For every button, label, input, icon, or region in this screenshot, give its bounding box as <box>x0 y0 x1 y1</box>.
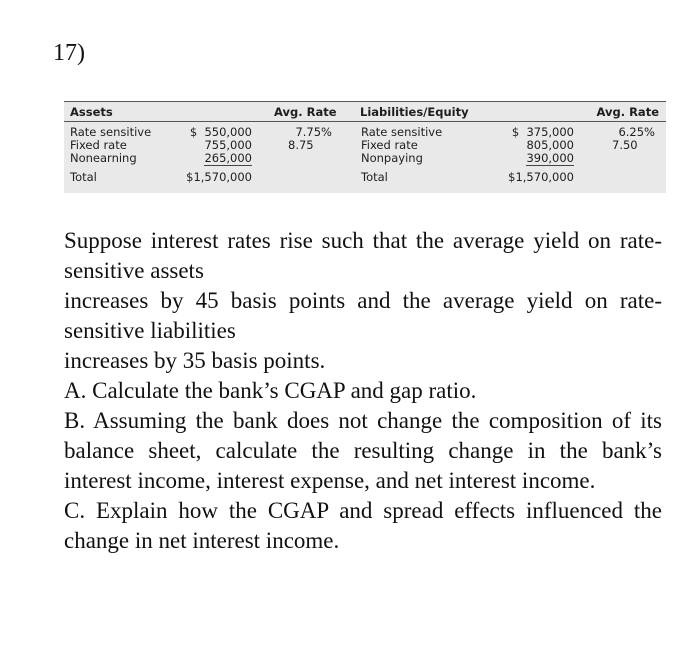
prompt-line-3: increases by 35 basis points. <box>64 348 326 373</box>
liability-total-amount: $1,570,000 <box>508 170 574 184</box>
header-asset-avg-rate: Avg. Rate <box>274 105 337 119</box>
part-a: A. Calculate the bank’s CGAP and gap ratio. <box>64 378 477 403</box>
part-c: C. Explain how the CGAP and spread effects influenced the change in net interest income. <box>64 498 662 553</box>
header-liability-avg-rate: Avg. Rate <box>596 105 659 119</box>
header-assets: Assets <box>70 105 113 119</box>
liability-label: Nonpaying <box>361 151 423 165</box>
asset-amount: 265,000 <box>204 151 252 165</box>
part-b: B. Assuming the bank does not change the composition of its balance sheet, calculate the resulting change in the bank’s interest income, interest expense, and net interest income. <box>64 408 662 493</box>
liability-amount: $ 375,000 <box>511 125 574 139</box>
asset-amount: 755,000 <box>204 138 252 152</box>
liability-amount: 805,000 <box>526 138 574 152</box>
liability-total-label: Total <box>361 170 388 184</box>
asset-label: Fixed rate <box>70 138 127 152</box>
liability-rate: 7.50 <box>612 138 638 152</box>
table-top-rule <box>64 101 666 102</box>
liability-label: Fixed rate <box>361 138 418 152</box>
asset-total-amount: $1,570,000 <box>186 170 252 184</box>
liability-rate: 6.25% <box>618 125 655 139</box>
asset-rate: 7.75% <box>295 125 332 139</box>
question-text <box>64 226 662 556</box>
prompt-line-2: increases by 45 basis points and the average yield on rate-sensitive liabilities <box>64 288 662 343</box>
balance-sheet-table <box>64 101 666 193</box>
asset-amount: $ 550,000 <box>189 125 252 139</box>
liability-amount: 390,000 <box>526 151 574 165</box>
asset-rate: 8.75 <box>288 138 314 152</box>
asset-label: Nonearning <box>70 151 137 165</box>
question-number: 17) <box>53 40 85 66</box>
header-liabilities-equity: Liabilities/Equity <box>360 105 469 119</box>
prompt-line-1: Suppose interest rates rise such that the average yield on rate-sensitive assets <box>64 228 662 283</box>
liability-label: Rate sensitive <box>361 125 443 139</box>
asset-total-label: Total <box>70 170 97 184</box>
table-header-rule <box>64 121 666 122</box>
asset-label: Rate sensitive <box>70 125 152 139</box>
